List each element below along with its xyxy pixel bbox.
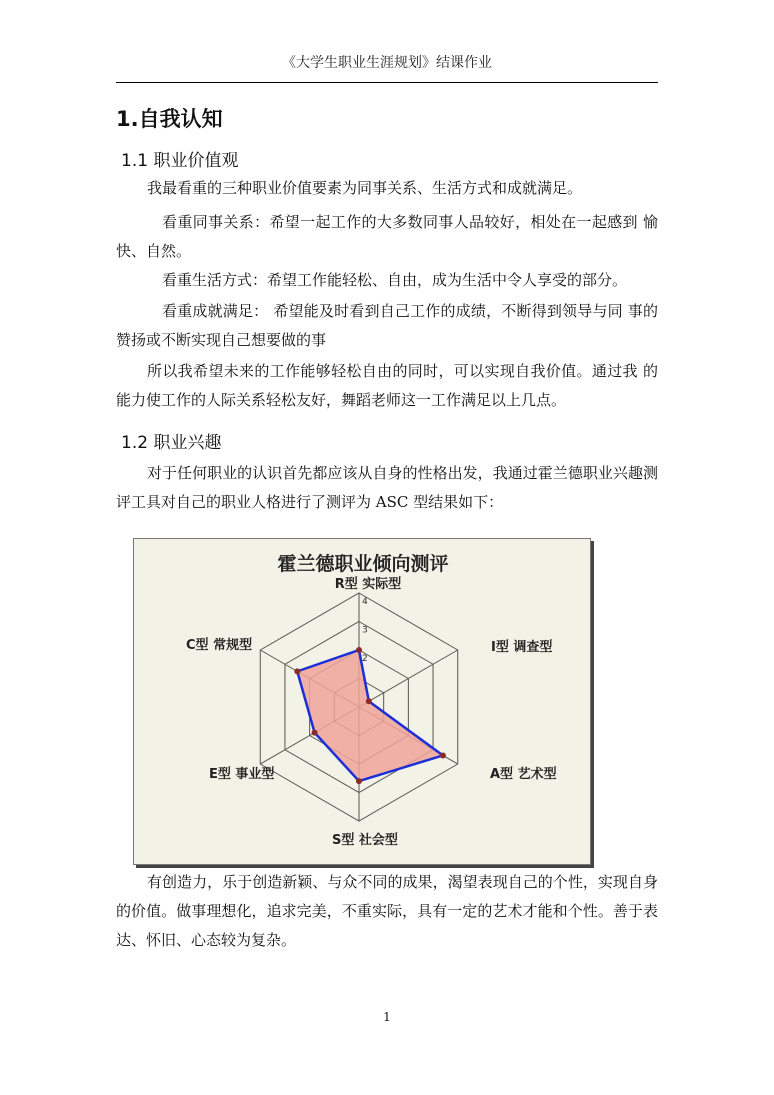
page-number: 1: [383, 1010, 391, 1024]
radar-category-label: R型 实际型: [334, 577, 402, 592]
radar-series-area: [297, 650, 443, 781]
header-rule: [116, 82, 658, 83]
paragraph: 看重同事关系：希望一起工作的大多数同事人品较好，相处在一起感到 愉快、自然。: [116, 213, 658, 260]
radar-data-point: [356, 778, 362, 784]
radar-chart-svg: [134, 539, 590, 864]
section-1-2-heading: 1.2 职业兴趣: [121, 433, 222, 453]
radar-data-point: [356, 647, 362, 653]
paragraph: 看重生活方式：希望工作能轻松、自由，成为生活中令人享受的部分。: [162, 271, 628, 289]
paragraph: 看重成就满足： 希望能及时看到自己工作的成绩，不断得到领导与同 事的赞扬或不断实现自己想要做的事: [116, 302, 658, 349]
radar-data-point: [294, 668, 300, 674]
chart-title: 霍兰德职业倾向测评: [277, 553, 449, 575]
radar-category-label: A型 艺术型: [490, 767, 557, 782]
radar-category-label: I型 调查型: [491, 640, 553, 655]
radar-data-point: [312, 730, 318, 736]
radar-tick-label: 4: [362, 597, 368, 607]
radar-category-label: S型 社会型: [332, 833, 398, 848]
paragraph: 我最看重的三种职业价值要素为同事关系、生活方式和成就满足。: [147, 179, 583, 197]
section-1-heading: 1.自我认知: [116, 107, 223, 131]
paragraph: 所以我希望未来的工作能够轻松自由的同时，可以实现自我价值。通过我 的能力使工作的人际关系轻松友好，舞蹈老师这一工作满足以上几点。: [116, 362, 658, 409]
radar-category-label: E型 事业型: [209, 767, 275, 782]
radar-tick-label: 3: [362, 625, 368, 636]
paragraph: 对于任何职业的认识首先都应该从自身的性格出发，我通过霍兰德职业兴趣测评工具对自己的职业人格进行了测评为 ASC 型结果如下：: [116, 464, 658, 511]
page-header: 《大学生职业生涯规划》结课作业: [282, 55, 492, 71]
radar-data-point: [366, 698, 372, 704]
radar-data-point: [440, 752, 446, 758]
radar-tick-label: 2: [362, 654, 368, 664]
section-1-1-heading: 1.1 职业价值观: [121, 151, 239, 171]
paragraph: 有创造力，乐于创造新颖、与众不同的成果，渴望表现自己的个性，实现自身的价值。做事理想化，追求完美，不重实际，具有一定的艺术才能和个性。善于表达、怀旧、心态较为复杂。: [116, 873, 658, 949]
holland-radar-chart: [133, 538, 591, 865]
radar-category-label: C型 常规型: [186, 638, 253, 653]
